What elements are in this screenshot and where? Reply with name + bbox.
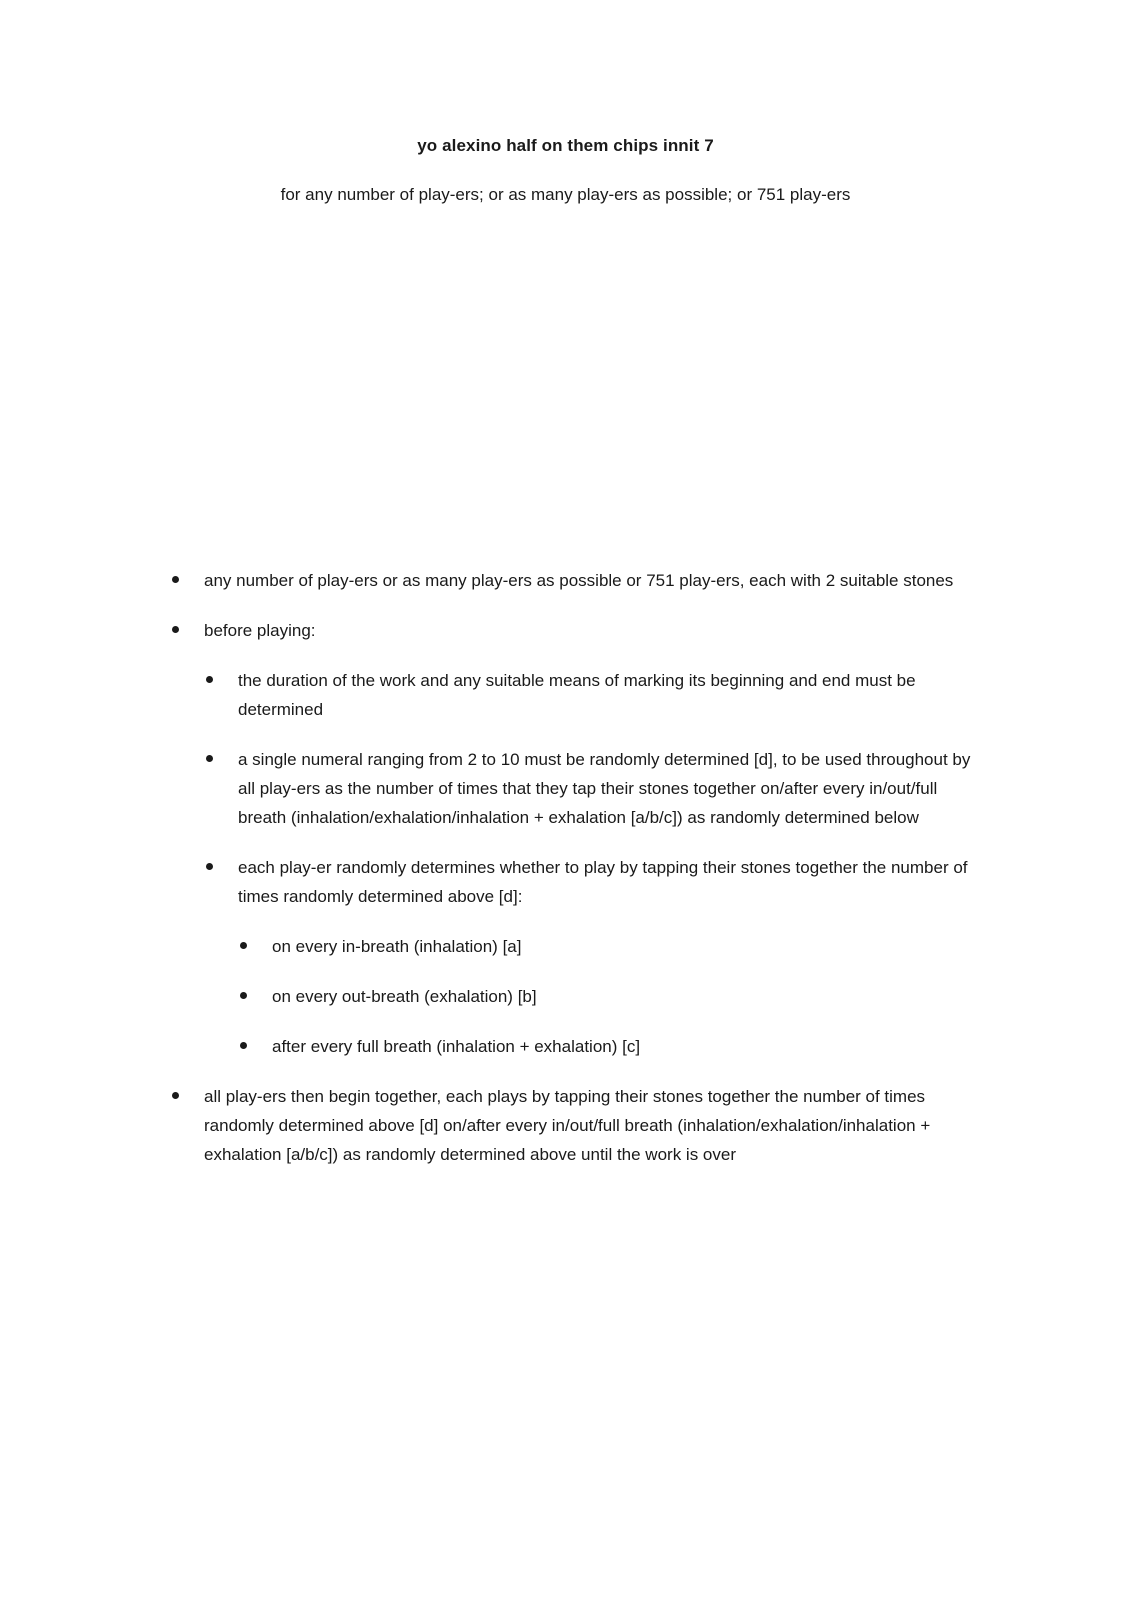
list-item-text: after every full breath (inhalation + exhalation) [c]: [272, 1037, 641, 1056]
list-item: [272, 982, 984, 1011]
list-item-text: all play-ers then begin together, each plays by tapping their stones together the number of times randomly determined above [d] on/after every in/out/full breath (inhalation/exhalation/inhalation + exhalation [a/b/c]) as randomly determined above until the work is over: [204, 1087, 931, 1164]
bullet-icon: [206, 863, 213, 870]
bullet-icon: [172, 576, 179, 583]
list-item-text: before playing:: [204, 621, 316, 640]
list-item-text: each play-er randomly determines whether to play by tapping their stones together the number of times randomly determined above [d]:: [238, 858, 968, 906]
instruction-list: [0, 566, 1131, 1169]
bullet-icon: [240, 942, 247, 949]
list-item: [204, 1082, 984, 1169]
bullet-icon: [206, 676, 213, 683]
list-item: [238, 745, 984, 832]
document-title: yo alexino half on them chips innit 7: [417, 136, 714, 155]
list-item: [272, 1032, 984, 1061]
list-item-text: any number of play-ers or as many play-ers as possible or 751 play-ers, each with 2 suitable stones: [204, 571, 954, 590]
document-subtitle: for any number of play-ers; or as many play-ers as possible; or 751 play-ers: [280, 185, 851, 204]
bullet-icon: [172, 626, 179, 633]
list-item: [238, 853, 984, 911]
list-item: [204, 616, 984, 645]
bullet-icon: [240, 992, 247, 999]
list-item-text: on every in-breath (inhalation) [a]: [272, 937, 522, 956]
list-item-text: the duration of the work and any suitable means of marking its beginning and end must be determined: [238, 671, 916, 719]
list-item: [272, 932, 984, 961]
bullet-icon: [240, 1042, 247, 1049]
list-item: [204, 566, 984, 595]
bullet-icon: [172, 1092, 179, 1099]
list-item-text: on every out-breath (exhalation) [b]: [272, 987, 537, 1006]
bullet-icon: [206, 755, 213, 762]
list-item-text: a single numeral ranging from 2 to 10 must be randomly determined [d], to be used throughout by all play-ers as the number of times that they tap their stones together on/after every in/out/full breath (inhalation/exhalation/inhalation + exhalation [a/b/c]) as randomly determined below: [238, 750, 971, 827]
list-item: [238, 666, 984, 724]
